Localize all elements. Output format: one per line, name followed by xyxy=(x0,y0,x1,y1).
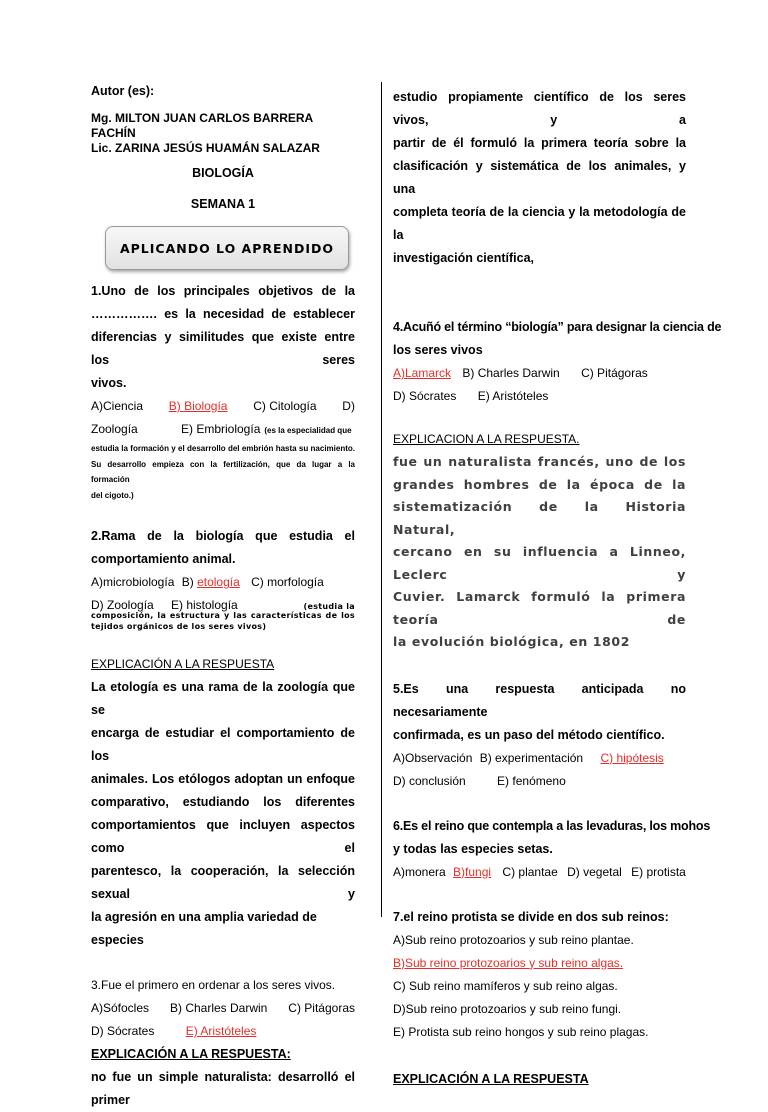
q1-option-e: E) Embriología xyxy=(181,422,261,436)
exp4-body xyxy=(393,451,686,654)
exp2-line-7: la agresión en una amplia variedad de especies xyxy=(91,910,317,947)
section-banner-title: APLICANDO LO APRENDIDO xyxy=(119,240,335,256)
q3-option-e-correct: E) Aristóteles xyxy=(185,1024,257,1038)
q2-option-b-correct: etología xyxy=(197,575,240,589)
q7-line-1: 7.el reino protista se divide en dos sub reinos: xyxy=(393,909,669,924)
q5-line-2: confirmada, es un paso del método científico. xyxy=(393,727,665,742)
q1-note-4: del cigoto.) xyxy=(91,490,134,500)
exp4-line-5: Cuvier. Lamarck formuló la primera teoría de xyxy=(393,589,686,627)
author-2: Lic. ZARINA JESÚS HUAMÁN SALAZAR xyxy=(91,141,320,155)
exp4-title: EXPLICACION A LA RESPUESTA. xyxy=(393,432,580,446)
q5-option-c-correct: C) hipótesis xyxy=(600,750,664,765)
q3-line-1: 3.Fue el primero en ordenar a los seres vivos. xyxy=(91,978,336,992)
q3-option-d: D) Sócrates xyxy=(91,1024,155,1038)
q2-note-3: tejidos orgánicos de los seres vivos) xyxy=(91,622,267,631)
q2-line-2: comportamiento animal. xyxy=(91,552,236,566)
q7-option-d: D)Sub reino protozoarios y sub reino fungi. xyxy=(393,1001,622,1016)
q5-options-row-2 xyxy=(393,770,686,793)
q1-option-d-text: Zoología xyxy=(91,422,138,436)
q3-options-row-2 xyxy=(91,1020,355,1043)
q6-option-b-correct: B)fungi xyxy=(453,864,492,879)
author-label: Autor (es): xyxy=(91,84,155,98)
week-title: SEMANA 1 xyxy=(190,197,256,211)
exp2-line-2: encarga de estudiar el comportamiento de los xyxy=(91,726,355,763)
q6-line-1: 6.Es el reino que contempla a las levaduras, los mohos xyxy=(393,818,711,833)
q6-line-2: y todas las especies setas. xyxy=(393,841,553,856)
q2-option-a: A)microbiología xyxy=(91,575,175,589)
q1-options-row-1 xyxy=(91,395,355,418)
q2-option-b-prefix: B) xyxy=(181,575,194,589)
q2-line-1: 2.Rama de la biología que estudia el xyxy=(91,529,355,543)
q1-line-4: vivos. xyxy=(91,376,127,390)
exp7-title: EXPLICACIÓN A LA RESPUESTA xyxy=(393,1071,589,1086)
q1-note-3: Su desarrollo empieza con la fertilización, que da lugar a la formación xyxy=(91,459,355,484)
q7-option-e: E) Protista sub reino hongos y sub reino plagas. xyxy=(393,1024,649,1039)
q4-options-row-2 xyxy=(393,385,686,408)
exp4-line-2: grandes hombres de la época de la xyxy=(393,476,686,492)
exp3-line: no fue un simple naturalista: desarrolló el primer xyxy=(91,1070,355,1107)
exp2-line-6: parentesco, la cooperación, la selección sexual y xyxy=(91,864,355,901)
cont-line-2: partir de él formuló la primera teoría sobre la xyxy=(393,136,686,150)
subject-title: BIOLOGÍA xyxy=(192,166,254,180)
q4-option-c: C) Pitágoras xyxy=(581,366,648,380)
right-column xyxy=(393,86,722,1091)
q1-option-b-correct: B) Biología xyxy=(168,399,228,413)
section-banner xyxy=(105,226,349,270)
q6-option-a: A)monera xyxy=(393,864,446,879)
q4-option-e: E) Aristóteles xyxy=(477,389,549,403)
q6-option-c: C) plantae xyxy=(502,864,558,879)
cont-line-5: investigación científica, xyxy=(393,251,535,265)
q4-option-a-correct: A)Lamarck xyxy=(393,366,452,380)
exp3-title: EXPLICACIÓN A LA RESPUESTA: xyxy=(91,1047,291,1061)
q4-line-1: 4.Acuñó el término “biología” para designar la ciencia de xyxy=(393,320,722,334)
q6-options-row xyxy=(393,861,686,884)
q1-option-c: C) Citología xyxy=(253,399,317,413)
q1-line-1: 1.Uno de los principales objetivos de la xyxy=(91,284,355,298)
exp2-line-3: animales. Los etólogos adoptan un enfoque xyxy=(91,772,355,786)
q3-options-row-1 xyxy=(91,997,355,1020)
exp4-line-6: la evolución biológica, en 1802 xyxy=(393,634,630,649)
exp4-line-3: sistematización de la Historia Natural, xyxy=(393,499,686,537)
column-divider xyxy=(381,82,382,917)
q4-options-row-1 xyxy=(393,362,686,385)
q3-option-a: A)Sófocles xyxy=(91,1001,150,1015)
q2-options-row-1 xyxy=(91,571,355,594)
exp4-line-1: fue un naturalista francés, uno de los xyxy=(393,454,686,469)
q5-option-e: E) fenómeno xyxy=(497,773,566,788)
q6-option-d: D) vegetal xyxy=(567,864,622,879)
q4-line-2: los seres vivos xyxy=(393,343,483,357)
q5-option-b: B) experimentación xyxy=(479,750,584,765)
exp2-line-5: comportamientos que incluyen aspectos como el xyxy=(91,818,355,855)
q2-note-2: composición, la estructura y las características de los xyxy=(91,611,355,620)
q2-option-c: C) morfología xyxy=(251,575,324,589)
q5-options-row-1 xyxy=(393,747,686,770)
exp2-title: EXPLICACIÓN A LA RESPUESTA xyxy=(91,657,275,671)
exp2-line-4: comparativo, estudiando los diferentes xyxy=(91,795,355,809)
q1-options-row-2 xyxy=(91,418,355,441)
q2-option-d: D) Zoología xyxy=(91,598,154,612)
q1-line-2: ……………. es la necesidad de establecer xyxy=(91,307,355,321)
cont-line-1: estudio propiamente científico de los seres vivos, y a xyxy=(393,90,686,127)
exp4-line-4: cercano en su influencia a Linneo, Leclerc y xyxy=(393,544,686,582)
exp2-line-1: La etología es una rama de la zoología que se xyxy=(91,680,355,717)
q4-option-b: B) Charles Darwin xyxy=(462,366,560,380)
q4-option-d: D) Sócrates xyxy=(393,389,457,403)
q3-option-c: C) Pitágoras xyxy=(288,1001,355,1015)
q7-option-a: A)Sub reino protozoarios y sub reino plantae. xyxy=(393,932,634,947)
q3-option-b: B) Charles Darwin xyxy=(169,1001,268,1015)
q2-option-e: E) histología xyxy=(171,598,238,612)
q5-option-d: D) conclusión xyxy=(393,773,466,788)
q1-note-1: (es la especialidad que xyxy=(264,426,352,435)
q5-option-a: A)Observación xyxy=(393,750,473,765)
q1-line-3: diferencias y similitudes que existe entre los seres xyxy=(91,330,355,367)
q6-option-e: E) protista xyxy=(631,864,686,879)
q5-line-1: 5.Es una respuesta anticipada no necesariamente xyxy=(393,681,686,719)
q1-option-d: D) xyxy=(342,399,355,413)
author-1: Mg. MILTON JUAN CARLOS BARRERA FACHÍN xyxy=(91,111,313,140)
left-column xyxy=(91,80,355,1112)
cont-line-3: clasificación y sistemática de los animales, y una xyxy=(393,159,686,196)
cont-line-4: completa teoría de la ciencia y la metodología de la xyxy=(393,205,686,242)
q2-note-1: (estudia la xyxy=(303,602,355,611)
q7-option-b-correct: B)Sub reino protozoarios y sub reino algas. xyxy=(393,955,624,970)
q7-option-c: C) Sub reino mamíferos y sub reino algas. xyxy=(393,978,618,993)
q1-option-a: A)Ciencia xyxy=(91,399,144,413)
q1-note-2: estudia la formación y el desarrollo del embrión hasta su nacimiento. xyxy=(91,444,355,453)
